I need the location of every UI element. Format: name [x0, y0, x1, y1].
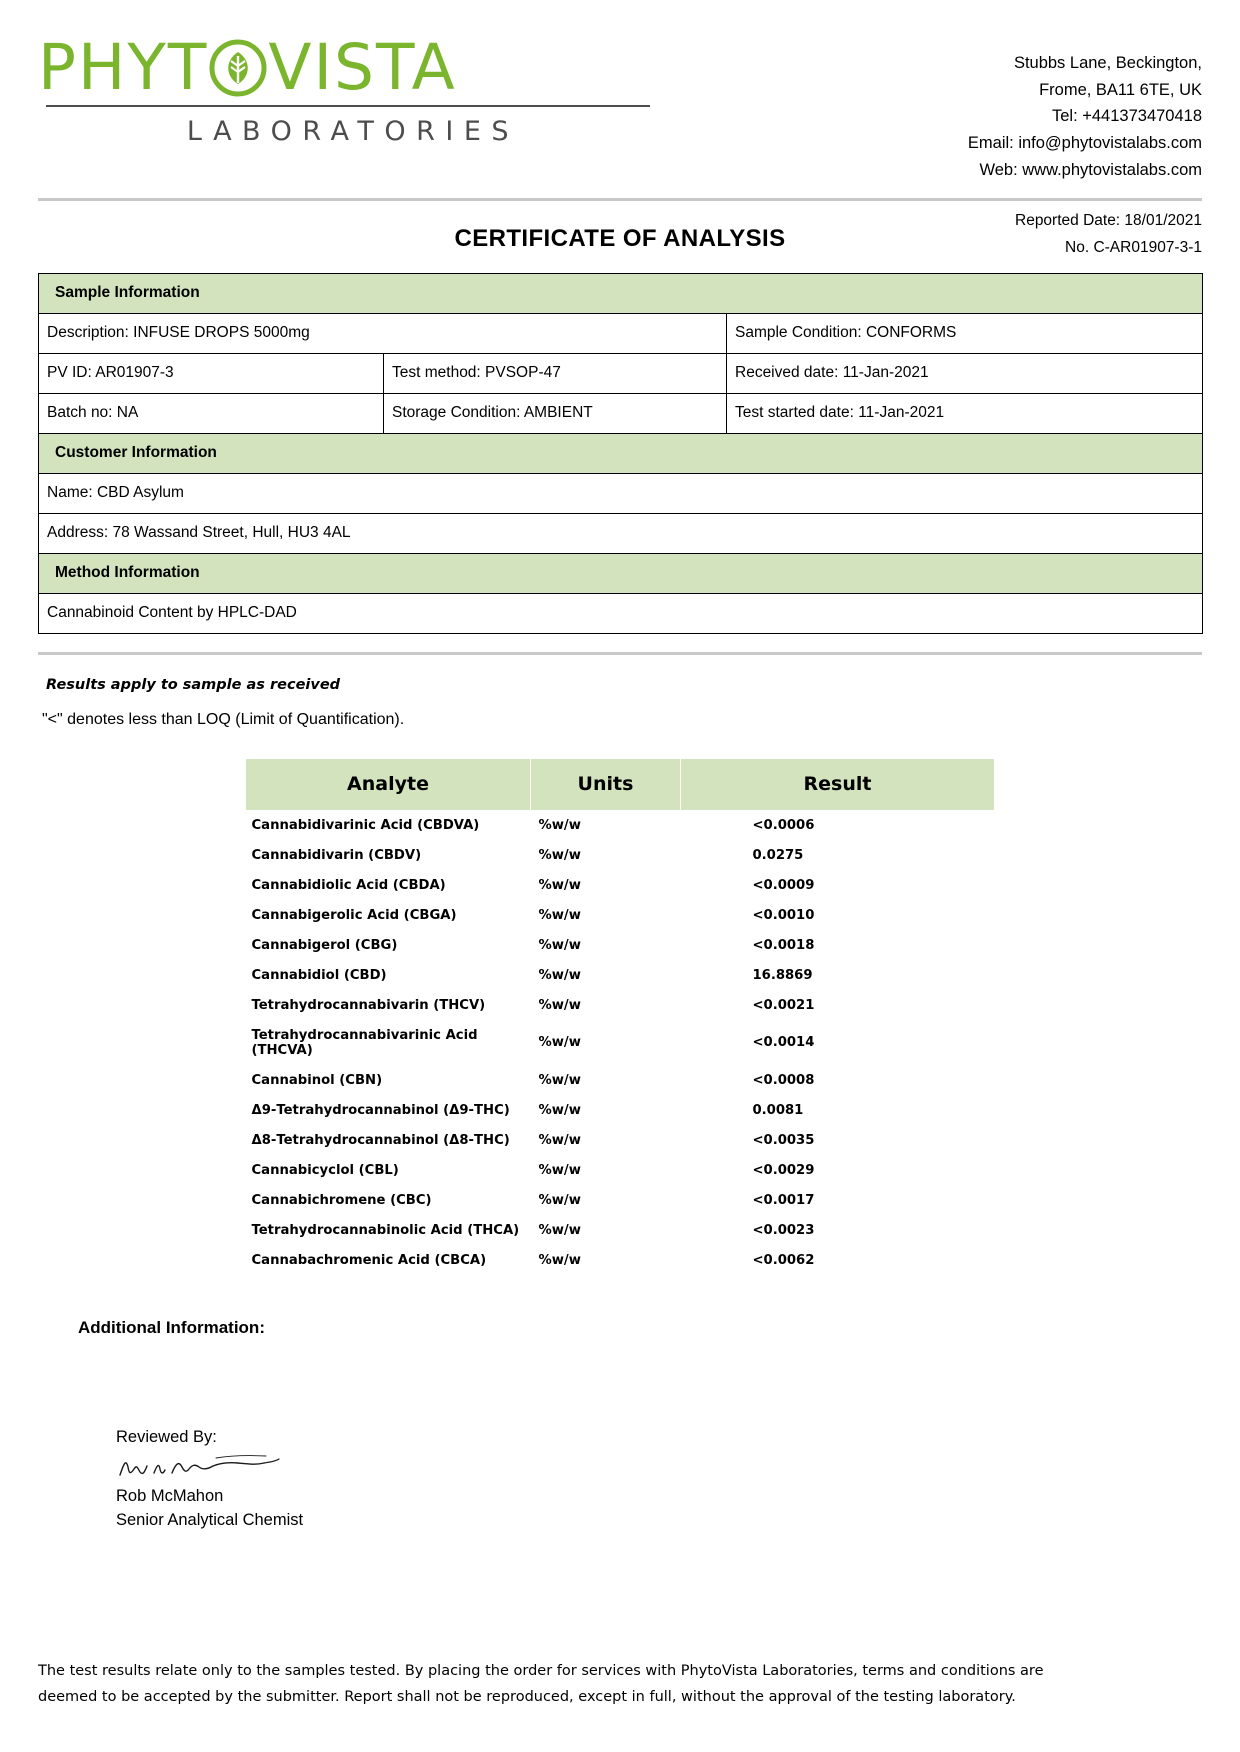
- table-row: [246, 1246, 995, 1276]
- brand-subtitle: LABORATORIES: [186, 116, 520, 147]
- results-apply-note: Results apply to sample as received: [46, 676, 341, 693]
- information-table: [38, 273, 1203, 634]
- brand-logo: [38, 31, 658, 147]
- contact-email: Email: info@phytovistalabs.com: [967, 134, 1202, 153]
- cell-result: <0.0062: [752, 1252, 815, 1268]
- cell-units: %w/w: [538, 1192, 581, 1208]
- page-header: [38, 30, 1202, 184]
- contact-address-line1: Stubbs Lane, Beckington,: [1013, 54, 1202, 72]
- table-row: [246, 871, 995, 901]
- column-header-units: Units: [531, 759, 681, 811]
- footer-line-2: deemed to be accepted by the submitter. Report shall not be reproduced, except in full, without the approval of the testing laboratory.: [38, 1688, 1016, 1705]
- reviewed-by-label: Reviewed By:: [116, 1427, 217, 1446]
- table-row: [39, 593, 1203, 633]
- storage-condition: Storage Condition: AMBIENT: [384, 393, 727, 433]
- results-header-row: [246, 759, 995, 811]
- cell-units: %w/w: [538, 1102, 581, 1118]
- customer-information-band: Customer Information: [39, 433, 1203, 473]
- sample-condition: Sample Condition: CONFORMS: [727, 313, 1203, 353]
- cell-analyte: Cannabidiol (CBD): [251, 967, 387, 983]
- cell-analyte: Cannabachromenic Acid (CBCA): [251, 1252, 487, 1268]
- cell-units: %w/w: [538, 997, 581, 1013]
- cell-analyte: Cannabidivarin (CBDV): [251, 847, 422, 863]
- cell-units: %w/w: [538, 1252, 581, 1268]
- cell-units: %w/w: [538, 877, 581, 893]
- loq-note: "<" denotes less than LOQ (Limit of Quantification).: [42, 710, 405, 728]
- table-row: [246, 991, 995, 1021]
- cell-analyte: Cannabigerol (CBG): [251, 937, 398, 953]
- page-title: CERTIFICATE OF ANALYSIS: [454, 224, 786, 252]
- cell-result: <0.0006: [752, 817, 815, 833]
- cell-result: <0.0017: [752, 1192, 815, 1208]
- cell-analyte: Cannabicyclol (CBL): [251, 1162, 399, 1178]
- document-number: No. C-AR01907-3-1: [1065, 238, 1202, 256]
- table-row: [246, 1156, 995, 1186]
- table-row: [39, 433, 1203, 473]
- table-row: [39, 273, 1203, 313]
- table-row: [246, 1096, 995, 1126]
- cell-result: <0.0010: [752, 907, 815, 923]
- cell-analyte: Tetrahydrocannabivarinic Acid (THCVA): [251, 1027, 478, 1058]
- table-row: [246, 1216, 995, 1246]
- cell-result: 0.0275: [752, 847, 804, 863]
- signature-image: [116, 1449, 376, 1483]
- contact-tel: Tel: +441373470418: [1051, 107, 1202, 126]
- contact-details: [968, 36, 1202, 184]
- cell-result: <0.0014: [752, 1035, 815, 1051]
- test-method: Test method: PVSOP-47: [384, 353, 727, 393]
- reported-date: Reported Date: 18/01/2021: [1015, 211, 1202, 229]
- column-header-analyte: Analyte: [246, 759, 531, 811]
- cell-result: <0.0018: [752, 937, 815, 953]
- cell-units: %w/w: [538, 967, 581, 983]
- table-row: [246, 1021, 995, 1066]
- reviewer-name: Rob McMahon: [116, 1486, 224, 1505]
- sample-information-band: Sample Information: [39, 273, 1203, 313]
- brand-wordmark: [38, 31, 658, 104]
- cell-analyte: Cannabigerolic Acid (CBGA): [251, 907, 457, 923]
- contact-address-line2: Frome, BA11 6TE, UK: [1039, 80, 1202, 99]
- brand-name-part1: PHYT: [38, 31, 209, 104]
- results-table: [245, 759, 995, 1276]
- cell-result: <0.0029: [752, 1162, 815, 1178]
- additional-information-label: Additional Information:: [78, 1317, 265, 1337]
- table-row: [39, 473, 1203, 513]
- table-row: [39, 353, 1203, 393]
- results-body: [246, 810, 995, 1276]
- table-row: [246, 810, 995, 841]
- batch-no: Batch no: NA: [39, 393, 384, 433]
- signature-details: [116, 1485, 1202, 1533]
- customer-address: Address: 78 Wassand Street, Hull, HU3 4AL: [39, 513, 1203, 553]
- cell-result: 16.8869: [752, 967, 813, 983]
- table-row: [39, 393, 1203, 433]
- method-information-band: Method Information: [39, 553, 1203, 593]
- cell-analyte: Cannabidivarinic Acid (CBDVA): [251, 817, 480, 833]
- table-row: [246, 1186, 995, 1216]
- cell-result: <0.0023: [752, 1222, 815, 1238]
- brand-name-part2: VISTA: [268, 31, 457, 104]
- table-row: [39, 313, 1203, 353]
- cell-analyte: Tetrahydrocannabinolic Acid (THCA): [251, 1222, 520, 1238]
- table-row: [246, 961, 995, 991]
- footer-line-1: The test results relate only to the samples tested. By placing the order for services with PhytoVista Laboratories, terms and conditions are: [38, 1663, 1044, 1680]
- contact-web: Web: www.phytovistalabs.com: [979, 160, 1202, 179]
- cell-units: %w/w: [538, 847, 581, 863]
- table-row: [246, 841, 995, 871]
- cell-units: %w/w: [538, 1132, 581, 1148]
- cell-result: <0.0009: [752, 877, 815, 893]
- cell-analyte: Cannabidiolic Acid (CBDA): [251, 877, 446, 893]
- cell-units: %w/w: [538, 817, 581, 833]
- cell-units: %w/w: [538, 907, 581, 923]
- cell-result: 0.0081: [752, 1102, 804, 1118]
- method-description: Cannabinoid Content by HPLC-DAD: [39, 593, 1203, 633]
- column-header-result: Result: [680, 759, 994, 811]
- cell-analyte: Tetrahydrocannabivarin (THCV): [251, 997, 486, 1013]
- results-section: [38, 759, 1202, 1276]
- cell-units: %w/w: [538, 1035, 581, 1051]
- cell-result: <0.0008: [752, 1072, 815, 1088]
- table-row: [246, 1126, 995, 1156]
- customer-name: Name: CBD Asylum: [39, 473, 1203, 513]
- leaf-icon: [209, 39, 267, 97]
- pv-id: PV ID: AR01907-3: [39, 353, 384, 393]
- reviewer-role: Senior Analytical Chemist: [116, 1510, 304, 1529]
- table-row: [246, 1066, 995, 1096]
- cell-units: %w/w: [538, 1072, 581, 1088]
- table-row: [246, 901, 995, 931]
- page-footer: [38, 1659, 1202, 1710]
- table-row: [246, 931, 995, 961]
- cell-analyte: Δ9-Tetrahydrocannabinol (Δ9-THC): [251, 1102, 510, 1118]
- cell-analyte: Cannabinol (CBN): [251, 1072, 383, 1088]
- cell-analyte: Δ8-Tetrahydrocannabinol (Δ8-THC): [251, 1132, 510, 1148]
- cell-result: <0.0021: [752, 997, 815, 1013]
- cell-analyte: Cannabichromene (CBC): [251, 1192, 432, 1208]
- section-divider: [38, 652, 1202, 655]
- test-started-date: Test started date: 11-Jan-2021: [727, 393, 1203, 433]
- received-date: Received date: 11-Jan-2021: [727, 353, 1203, 393]
- cell-units: %w/w: [538, 937, 581, 953]
- title-row: [38, 207, 1202, 269]
- cell-result: <0.0035: [752, 1132, 815, 1148]
- cell-units: %w/w: [538, 1162, 581, 1178]
- cell-units: %w/w: [538, 1222, 581, 1238]
- sample-description: Description: INFUSE DROPS 5000mg: [39, 313, 727, 353]
- table-row: [39, 513, 1203, 553]
- table-row: [39, 553, 1203, 593]
- header-divider: [38, 198, 1202, 201]
